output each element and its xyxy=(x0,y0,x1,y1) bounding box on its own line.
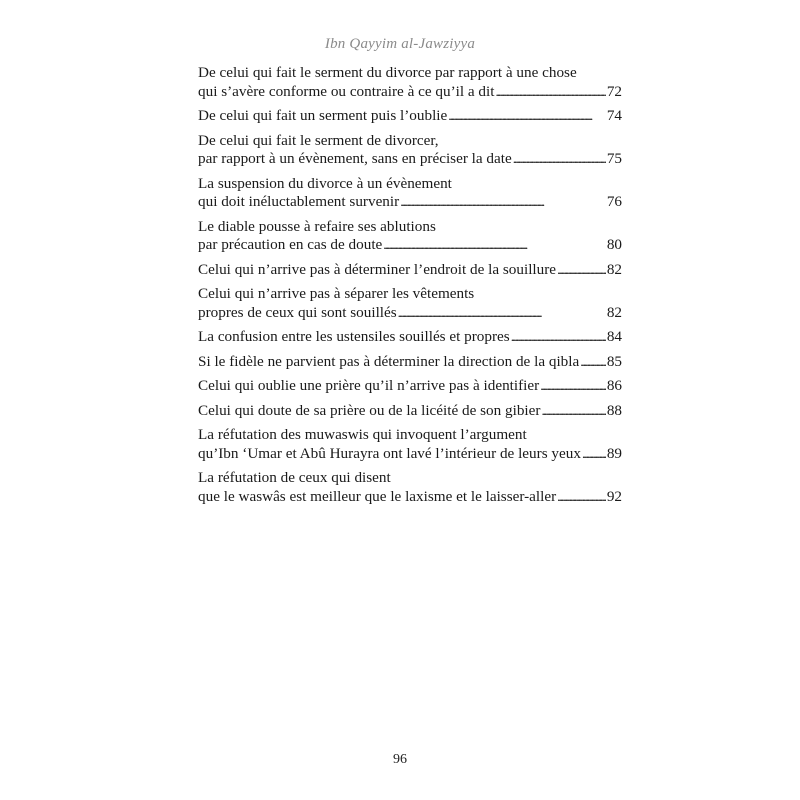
toc-entry-title-line: propres de ceux qui sont souillés xyxy=(198,303,397,321)
toc-entry-title-line: La confusion entre les ustensiles souillés et propres xyxy=(198,328,510,345)
dot-leader xyxy=(557,261,606,280)
toc-entry-title-line: Celui qui oublie une prière qu’il n’arrive pas à identifier xyxy=(198,377,540,394)
toc-entry[interactable] xyxy=(198,285,622,322)
toc-entry[interactable] xyxy=(198,132,622,169)
toc-entry[interactable] xyxy=(198,377,622,396)
toc-entry-final-line xyxy=(198,261,622,280)
toc-entry-title-line: La réfutation des muwaswis qui invoquent l’argument xyxy=(198,426,527,443)
toc-entry[interactable] xyxy=(198,402,622,421)
toc-entry[interactable] xyxy=(198,426,622,463)
toc-entry-title-line: De celui qui fait un serment puis l’oublie xyxy=(198,107,448,124)
toc-entry[interactable] xyxy=(198,175,622,212)
toc-entry-final-line xyxy=(198,150,622,169)
running-header: Ibn Qayyim al-Jawziyya xyxy=(324,36,476,52)
toc-entry-title-line: Celui qui n’arrive pas à déterminer l’endroit de la souillure xyxy=(198,260,557,278)
toc-entry-page: 82 xyxy=(606,303,622,321)
toc-entry-title-line: par rapport à un évènement, sans en préciser la date xyxy=(198,150,512,167)
toc-entry[interactable] xyxy=(198,107,622,126)
toc-entry[interactable] xyxy=(198,469,622,506)
toc-entry[interactable] xyxy=(198,261,622,280)
toc-entry[interactable] xyxy=(198,218,622,255)
toc-entry-page: 74 xyxy=(606,107,622,124)
toc-entry-final-line xyxy=(198,328,622,347)
dot-leader xyxy=(541,402,605,421)
toc-entry-title-line: Celui qui n’arrive pas à séparer les vêtements xyxy=(198,285,475,302)
toc-entry-final-line xyxy=(198,83,622,102)
toc-entry[interactable] xyxy=(198,64,622,101)
toc-entry-final-line xyxy=(198,402,622,421)
dot-leader xyxy=(398,304,606,323)
dot-leader xyxy=(540,377,606,396)
toc-entry[interactable] xyxy=(198,328,622,347)
toc-entry-final-line xyxy=(198,107,622,126)
toc-entry-page: 76 xyxy=(606,193,622,210)
toc-entry-title-line: qui s’avère conforme ou contraire à ce qu’il a dit xyxy=(198,82,495,100)
dot-leader xyxy=(557,488,606,507)
toc-entry-final-line xyxy=(198,488,622,507)
table-of-contents xyxy=(198,64,622,512)
toc-entry-final-line xyxy=(198,193,622,212)
toc-entry-title-line: Le diable pousse à refaire ses ablutions xyxy=(198,217,436,235)
dot-leader xyxy=(400,193,606,212)
toc-entry-title-line: Si le fidèle ne parvient pas à déterminer la direction de la qibla xyxy=(198,352,580,370)
toc-entry-page: 82 xyxy=(606,260,622,278)
toc-entry-page: 80 xyxy=(606,236,622,253)
toc-entry-final-line xyxy=(198,236,622,255)
dot-leader xyxy=(580,353,606,372)
dot-leader xyxy=(513,150,606,169)
dot-leader xyxy=(495,83,605,102)
toc-entry-title-line: qui doit inéluctablement survenir xyxy=(198,193,400,210)
toc-entry-page: 72 xyxy=(606,82,622,100)
toc-entry-page: 89 xyxy=(606,444,622,462)
toc-entry-title-line: La réfutation de ceux qui disent xyxy=(198,469,391,486)
toc-entry-page: 84 xyxy=(606,328,622,345)
toc-entry[interactable] xyxy=(198,353,622,372)
toc-entry-final-line xyxy=(198,377,622,396)
toc-entry-title-line: qu’Ibn ‘Umar et Abû Hurayra ont lavé l’intérieur de leurs yeux xyxy=(198,444,581,462)
toc-entry-page: 85 xyxy=(606,352,622,370)
dot-leader xyxy=(511,328,606,347)
toc-entry-final-line xyxy=(198,445,622,464)
dot-leader xyxy=(582,445,606,464)
page-number: 96 xyxy=(393,752,407,767)
toc-entry-page: 92 xyxy=(606,487,622,505)
toc-entry-final-line xyxy=(198,304,622,323)
toc-entry-title-line: La suspension du divorce à un évènement xyxy=(198,174,452,192)
toc-entry-final-line xyxy=(198,353,622,372)
toc-entry-title-line: que le waswâs est meilleur que le laxisme et le laisser-aller xyxy=(198,487,557,505)
toc-entry-title-line: par précaution en cas de doute xyxy=(198,236,383,253)
toc-entry-page: 75 xyxy=(606,150,622,167)
dot-leader xyxy=(383,236,606,255)
dot-leader xyxy=(448,107,606,126)
toc-entry-page: 86 xyxy=(606,377,622,394)
toc-entry-title-line: De celui qui fait le serment du divorce par rapport à une chose xyxy=(198,64,577,81)
toc-entry-page: 88 xyxy=(606,401,622,419)
toc-entry-title-line: Celui qui doute de sa prière ou de la licéité de son gibier xyxy=(198,401,541,419)
toc-entry-title-line: De celui qui fait le serment de divorcer, xyxy=(198,131,439,149)
